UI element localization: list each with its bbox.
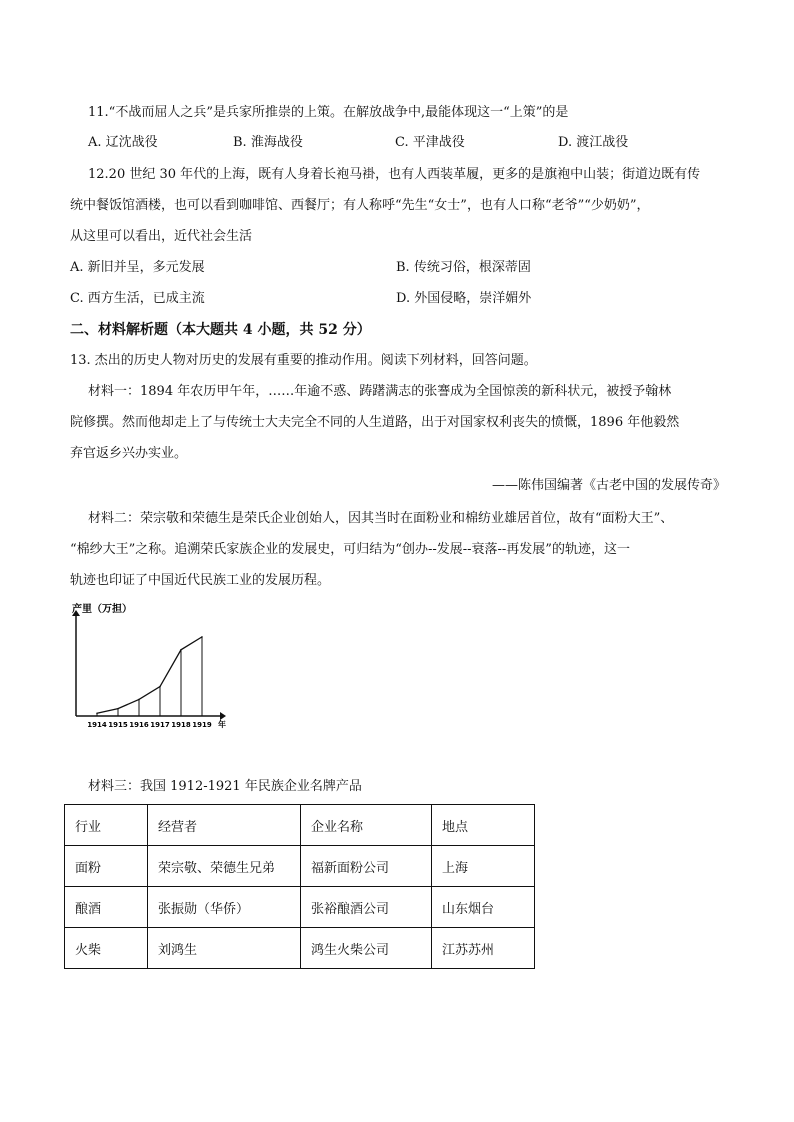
table-header-row <box>65 805 535 846</box>
x-tick-label: 1915 <box>108 721 128 729</box>
table-cell: 火柴 <box>65 928 148 969</box>
x-tick-label: 1916 <box>129 721 149 729</box>
section-heading: 二、材料解析题（本大题共 4 小题，共 52 分） <box>70 322 371 338</box>
material-1-line-2: 院修撰。然而他却走上了与传统士大夫完全不同的人生道路，出于对国家权利丧失的愤慨，1896 年他毅然 <box>70 415 680 430</box>
data-point <box>180 649 182 651</box>
table-cell: 酿酒 <box>65 887 148 928</box>
material-2-line-2: “棉纱大王”之称。追溯荣氏家族企业的发展史，可归结为“创办--发展--衰落--再发展”的轨迹，这一 <box>70 542 630 557</box>
q12-option-b: B. 传统习俗，根深蒂固 <box>396 260 531 275</box>
material-1-line-3: 弃官返乡兴办实业。 <box>70 446 188 461</box>
table-cell: 鸿生火柴公司 <box>301 928 432 969</box>
q11-option-d: D. 渡江战役 <box>558 135 629 150</box>
table-row <box>65 846 535 887</box>
q12-stem-line-1: 12.20 世纪 30 年代的上海，既有人身着长袍马褂，也有人西装革履，更多的是旗袍中山装；街道边既有传 <box>88 167 701 182</box>
q11-option-a: A. 辽沈战役 <box>88 135 158 150</box>
data-point <box>201 636 203 638</box>
x-axis-arrow <box>220 712 226 720</box>
material-2-line-1: 材料二：荣宗敬和荣德生是荣氏企业创始人，因其当时在面粉业和棉纺业雄居首位，故有“面粉大王”、 <box>88 511 674 526</box>
data-point <box>117 708 119 710</box>
table-cell: 张裕酿酒公司 <box>301 887 432 928</box>
x-tick-label: 1919 <box>192 721 212 729</box>
data-point <box>138 699 140 701</box>
material-3-title: 材料三：我国 1912-1921 年民族企业名牌产品 <box>88 779 362 794</box>
table-cell: 山东烟台 <box>432 887 535 928</box>
table-cell: 荣宗敬、荣德生兄弟 <box>148 846 301 887</box>
q13-stem: 13. 杰出的历史人物对历史的发展有重要的推动作用。阅读下列材料，回答问题。 <box>70 353 537 368</box>
material-1-source: ——陈伟国编著《古老中国的发展传奇》 <box>491 478 726 493</box>
brand-products-table <box>64 804 535 969</box>
table-row <box>65 887 535 928</box>
table-row <box>65 928 535 969</box>
data-point <box>159 686 161 688</box>
table-cell: 张振勋（华侨） <box>148 887 301 928</box>
table-cell: 江苏苏州 <box>432 928 535 969</box>
x-axis-label: 年 <box>218 720 226 729</box>
q11-option-b: B. 淮海战役 <box>233 135 303 150</box>
x-tick-label: 1917 <box>150 721 170 729</box>
production-chart <box>60 600 240 735</box>
q12-stem-line-2: 统中餐饭馆酒楼，也可以看到咖啡馆、西餐厅；有人称呼“先生“女士”，也有人口称“老爷”“少奶奶”， <box>70 198 650 213</box>
y-axis-label: 产里（万担） <box>72 604 132 615</box>
table-header-cell: 行业 <box>65 805 148 846</box>
material-2-line-3: 轨迹也印证了中国近代民族工业的发展历程。 <box>70 573 331 588</box>
table-cell: 上海 <box>432 846 535 887</box>
q12-option-a: A. 新旧并呈，多元发展 <box>70 260 205 275</box>
q12-option-c: C. 西方生活，已成主流 <box>70 291 205 306</box>
q11-stem: 11.“不战而屈人之兵”是兵家所推崇的上策。在解放战争中,最能体现这一“上策”的是 <box>88 105 569 120</box>
table-header-cell: 企业名称 <box>301 805 432 846</box>
q12-option-d: D. 外国侵略，崇洋媚外 <box>396 291 532 306</box>
q11-option-c: C. 平津战役 <box>395 135 465 150</box>
data-point <box>96 712 98 714</box>
x-tick-label: 1914 <box>87 721 107 729</box>
table-header-cell: 经营者 <box>148 805 301 846</box>
table-header-cell: 地点 <box>432 805 535 846</box>
table-cell: 刘鸿生 <box>148 928 301 969</box>
table-cell: 福新面粉公司 <box>301 846 432 887</box>
q11-options <box>88 134 708 152</box>
q12-stem-line-3: 从这里可以看出，近代社会生活 <box>70 229 253 244</box>
material-1-line-1: 材料一：1894 年农历甲午年，……年逾不惑、踌躇满志的张謇成为全国惊羡的新科状元，被授予翰林 <box>88 384 672 399</box>
series-line <box>97 637 202 713</box>
q12-options <box>70 259 690 309</box>
table-cell: 面粉 <box>65 846 148 887</box>
x-tick-label: 1918 <box>171 721 191 729</box>
